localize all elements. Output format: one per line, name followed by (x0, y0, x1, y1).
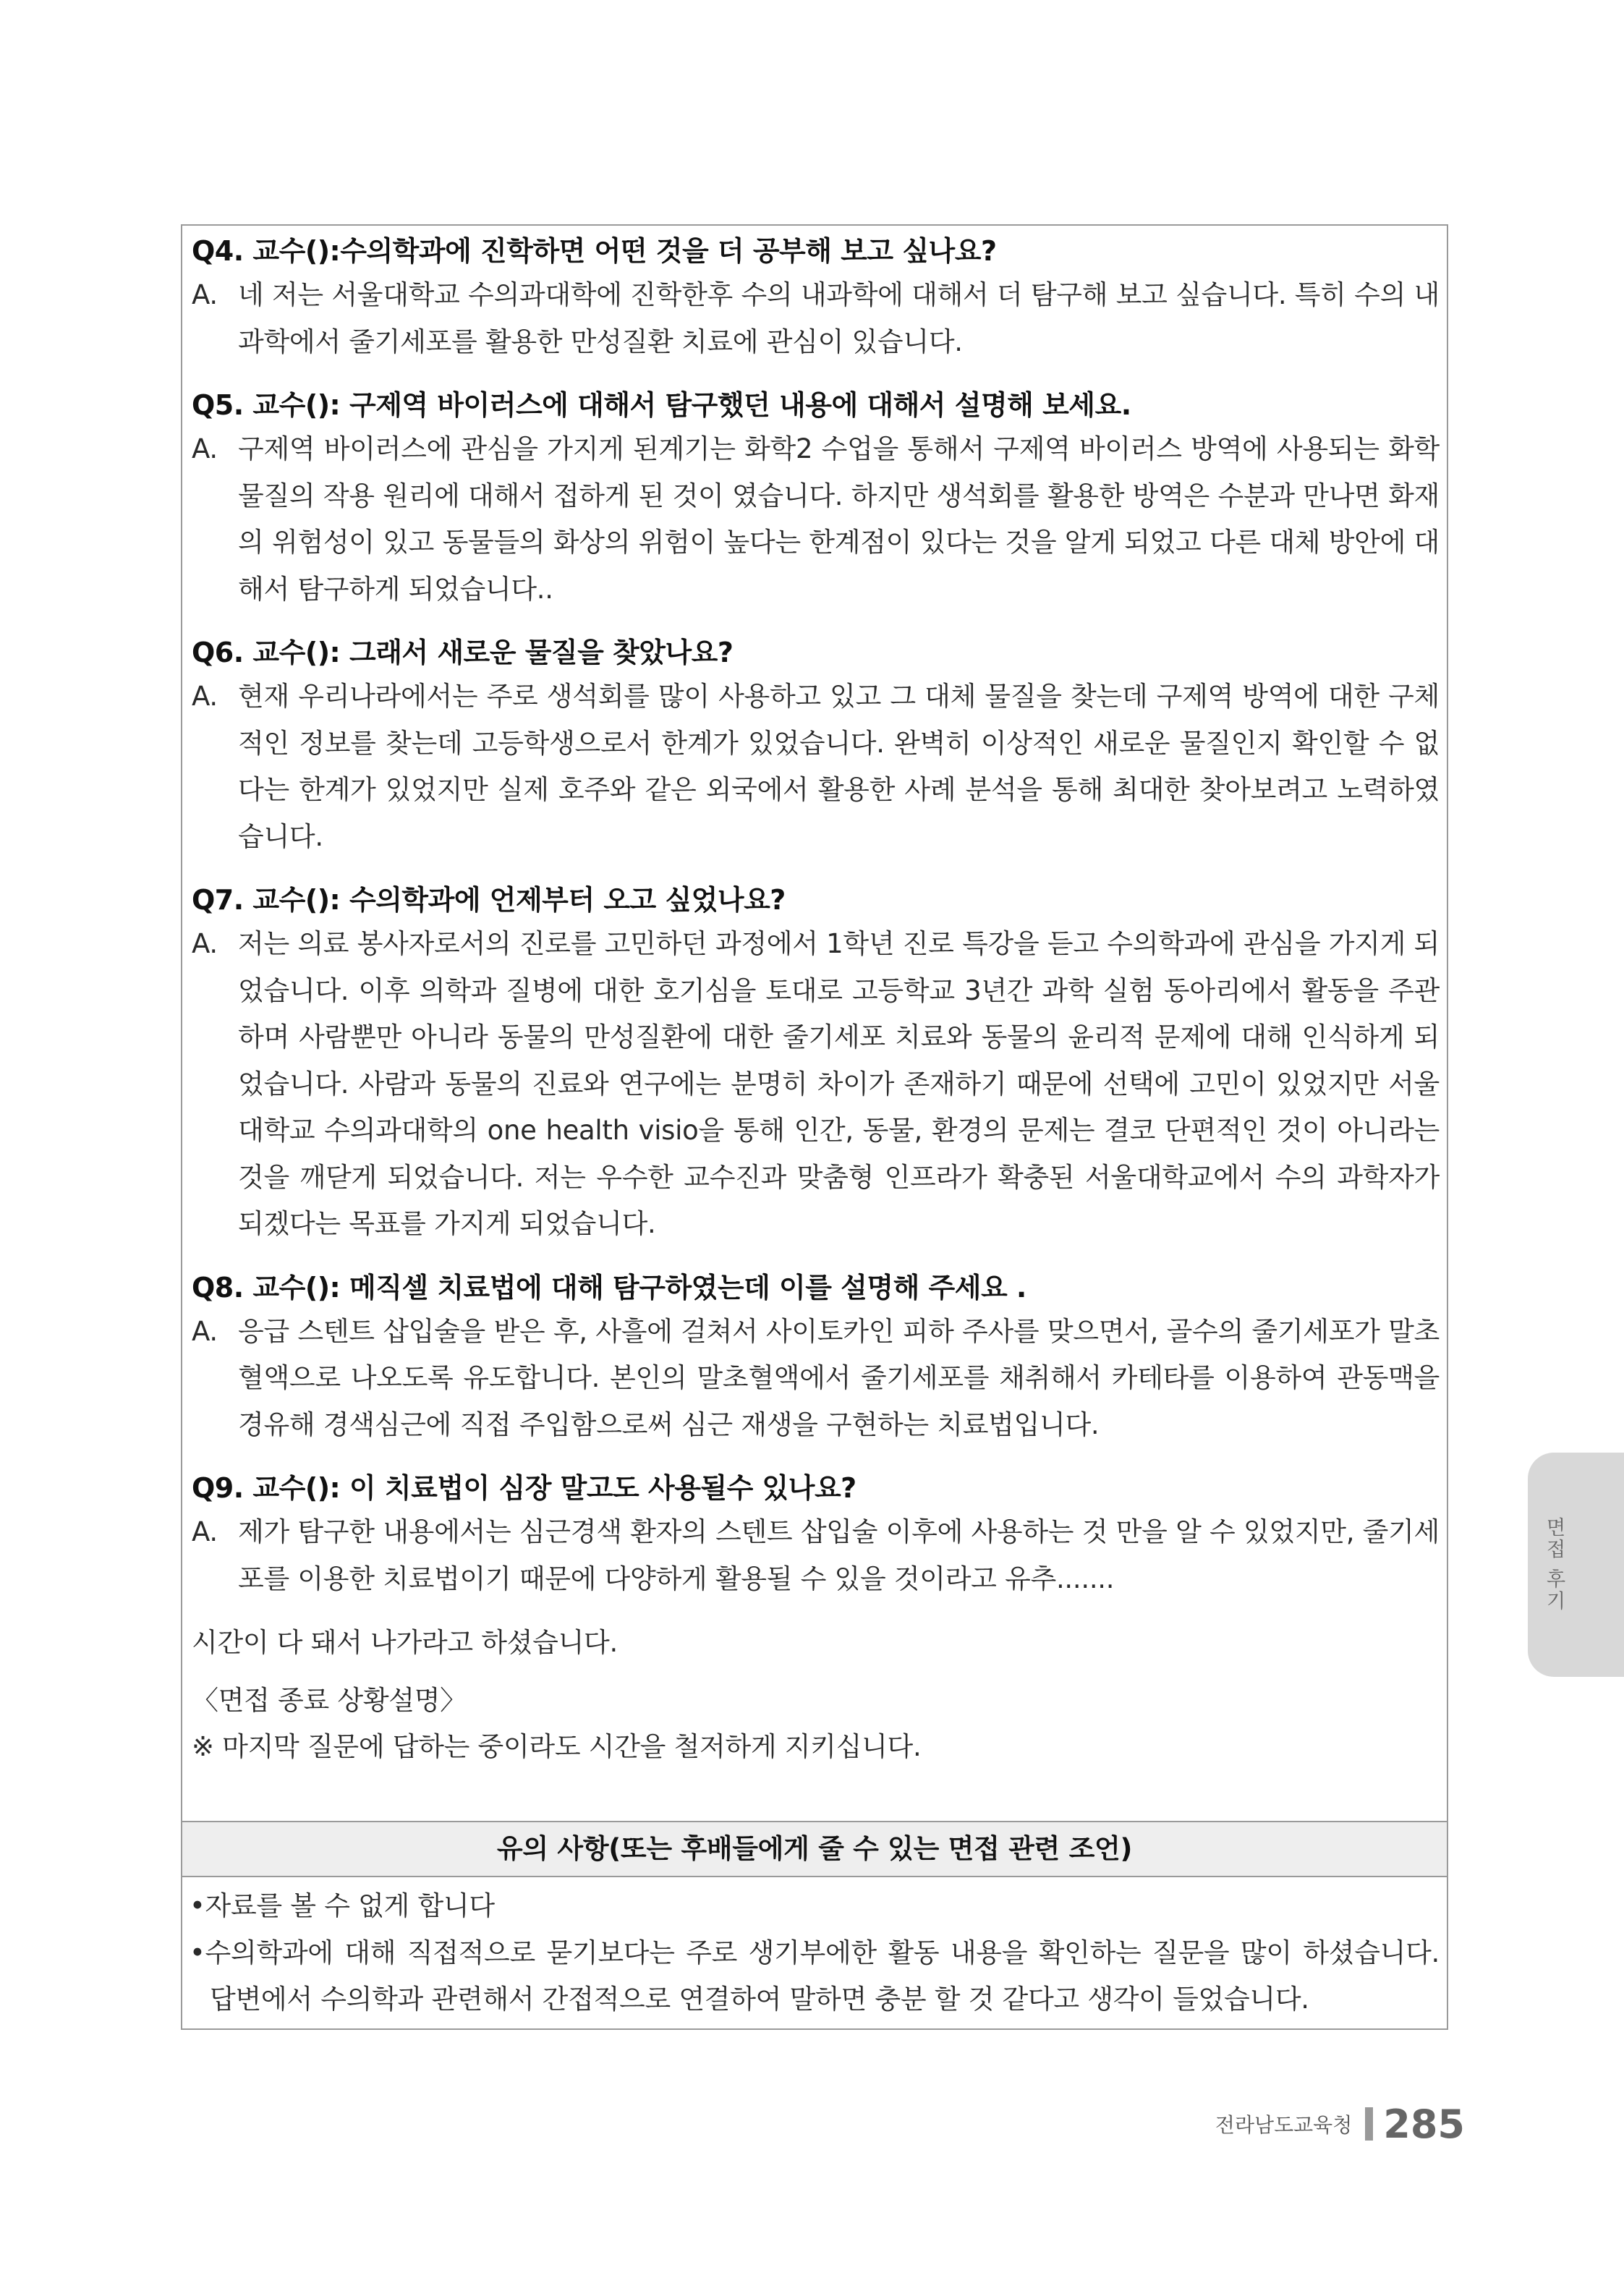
side-tab-label: 면접 후기 (1542, 1517, 1565, 1612)
answer-label: A. (192, 681, 218, 712)
answer-body: 저는 의료 봉사자로서의 진로를 고민하던 과정에서 1학년 진로 특강을 듣고 수의학과에 관심을 가지게 되었습니다. 이후 의학과 질병에 대한 호기심을 토대로 고등학교 3년간 과학 실험 동아리에서 활동을 주관하며 사람뿐만 아니라 동물의 만성질환에 대한 줄기세포 치료와 동물의 윤리적 문제에 대해 인식하게 되었습니다. 사람과 동물의 진료와 연구에는 분명히 차이가 존재하기 때문에 선택에 고민이 있었지만 서울대학교 수의과대학의 one health visio을 통해 인간, 동물, 환경의 문제는 결코 단편적인 것이 아니라는 것을 깨닫게 되었습니다. 저는 우수한 교수진과 맞춤형 인프라가 확충된 서울대학교에서 수의 과학자가 되겠다는 목표를 가지게 되었습니다. (238, 928, 1440, 1239)
question-text: Q7. 교수(): 수의학과에 언제부터 오고 싶었나요? (192, 884, 786, 916)
answer-text (192, 426, 1440, 613)
answer-body: 구제역 바이러스에 관심을 가지게 된계기는 화학2 수업을 통해서 구제역 바이러스 방역에 사용되는 화학물질의 작용 원리에 대해서 접하게 된 것이 였습니다. 하지만 생석회를 활용한 방역은 수분과 만나면 화재의 위험성이 있고 동물들의 화상의 위험이 높다는 한계점이 있다는 것을 알게 되었고 다른 대체 방안에 대해서 탐구하게 되었습니다.. (238, 433, 1440, 605)
answer-label: A. (192, 279, 218, 310)
answer-body: 네 저는 서울대학교 수의과대학에 진학한후 수의 내과학에 대해서 더 탐구해 보고 싶습니다. 특히 수의 내과학에서 줄기세포를 활용한 만성질환 치료에 관심이 있습니다. (238, 279, 1440, 357)
divider-line (181, 1876, 1448, 1877)
qa-section (192, 230, 1440, 1770)
qa-item-q8 (192, 1267, 1440, 1449)
question-text: Q6. 교수(): 그래서 새로운 물질을 찾았나요? (192, 637, 734, 668)
answer-label: A. (192, 1516, 218, 1547)
answer-body: 제가 탐구한 내용에서는 심근경색 환자의 스텐트 삽입술 이후에 사용하는 것 만을 알 수 있었지만, 줄기세포를 이용한 치료법이기 때문에 다양하게 활용될 수 있을 것이라고 유추....... (238, 1516, 1440, 1594)
tips-heading: 유의 사항(또는 후배들에게 줄 수 있는 면접 관련 조언) (182, 1822, 1447, 1876)
footer-bar (1365, 2107, 1373, 2141)
page-number: 285 (1383, 2101, 1465, 2147)
closing-text: 시간이 다 돼서 나가라고 하셨습니다. (192, 1627, 618, 1658)
answer-label: A. (192, 433, 218, 464)
tip-item: •자료를 볼 수 없게 합니다 (190, 1890, 495, 1921)
tip-item: •수의학과에 대해 직접적으로 묻기보다는 주로 생기부에한 활동 내용을 확인하는 질문을 많이 하셨습니다. 답변에서 수의학과 관련해서 간접적으로 연결하여 말하면 충분 할 것 같다고 생각이 들었습니다. (190, 1937, 1440, 2015)
answer-label: A. (192, 1315, 218, 1347)
answer-text (192, 1509, 1440, 1602)
publisher-name: 전라남도교육청 (1215, 2113, 1353, 2137)
answer-text (192, 272, 1440, 365)
question-text: Q4. 교수():수의학과에 진학하면 어떤 것을 더 공부해 보고 싶나요? (192, 235, 997, 267)
answer-text (192, 1309, 1440, 1449)
answer-label: A. (192, 928, 218, 959)
answer-body: 응급 스텐트 삽입술을 받은 후, 사흘에 걸쳐서 사이토카인 피하 주사를 맞으면서, 골수의 줄기세포가 말초혈액으로 나오도록 유도합니다. 본인의 말초혈액에서 줄기세포를 채취해서 카테타를 이용하여 관동맥을 경유해 경색심근에 직접 주입함으로써 심근 재생을 구현하는 치료법입니다. (238, 1315, 1440, 1440)
qa-item-q7 (192, 879, 1440, 1248)
question-text: Q8. 교수(): 메직셀 치료법에 대해 탐구하였는데 이를 설명해 주세요 . (192, 1271, 1026, 1304)
answer-text (192, 673, 1440, 860)
tips-section (190, 1883, 1440, 2023)
end-heading: 〈면접 종료 상황설명〉 (192, 1685, 467, 1716)
question-text: Q5. 교수(): 구제역 바이러스에 대해서 탐구했던 내용에 대해서 설명해 보세요. (192, 389, 1131, 421)
qa-item-q5 (192, 384, 1440, 613)
question-text: Q9. 교수(): 이 치료법이 심장 말고도 사용될수 있나요? (192, 1472, 856, 1504)
qa-item-q6 (192, 632, 1440, 860)
qa-item-q4 (192, 230, 1440, 365)
end-note: ※ 마지막 질문에 답하는 중이라도 시간을 철저하게 지키십니다. (192, 1731, 922, 1762)
qa-item-q9 (192, 1467, 1440, 1602)
page-footer (1215, 2101, 1465, 2147)
answer-text (192, 921, 1440, 1248)
answer-body: 현재 우리나라에서는 주로 생석회를 많이 사용하고 있고 그 대체 물질을 찾는데 구제역 방역에 대한 구체적인 정보를 찾는데 고등학생으로서 한계가 있었습니다. 완벽히 이상적인 새로운 물질인지 확인할 수 없다는 한계가 있었지만 실제 호주와 같은 외국에서 활용한 사례 분석을 통해 최대한 찾아보려고 노력하였습니다. (238, 681, 1440, 852)
